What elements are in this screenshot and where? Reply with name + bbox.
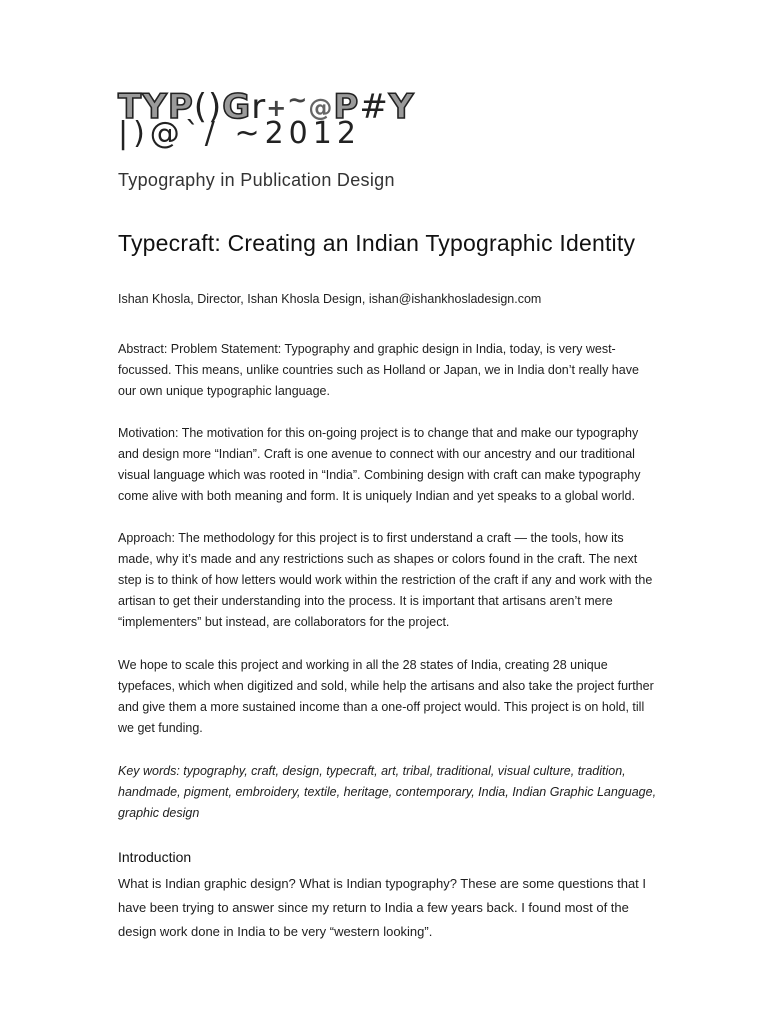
logo-glyph: # [359, 87, 389, 127]
logo-glyph: ) [208, 87, 223, 127]
logo-glyph: P [167, 87, 194, 127]
introduction-paragraph: What is Indian graphic design? What is Indian typography? These are some questions that I have been trying to answer since my return to India a few years back. I found most of the design work done in India to be very “western looking”. [118, 876, 647, 939]
logo-glyph: Y [388, 87, 415, 127]
approach-paragraph: Approach: The methodology for this project is to first understand a craft — the tools, how its made, why it’s made and any restrictions such as shapes or colors found in the craft. The next step is to think of how letters would work within the restriction of the craft if any and work with the artisan to get their understanding into the process. It is important that artisans aren’t mere “implementers” but instead, are collaborators for the project. [118, 531, 653, 629]
paper-title: Typecraft: Creating an Indian Typographic Identity [118, 230, 636, 256]
scale-paragraph: We hope to scale this project and working in all the 28 states of India, creating 28 unique typefaces, which when digitized and sold, while help the artisans and also take the project further and give them a more sustained income than a one-off project would. This project is on hold, till we get funding. [118, 658, 654, 735]
abstract-paragraph [118, 339, 658, 402]
logo-glyph: r [251, 87, 267, 127]
logo-glyph: + [266, 94, 288, 122]
motivation-paragraph: Motivation: The motivation for this on-going project is to change that and make our typography and design more “Indian”. Craft is one avenue to connect with our ancestry and our traditional visual language which was rooted in “India”. Combining design with craft can make typography come alive with both meaning and form. It is uniquely Indian and yet speaks to a global world. [118, 426, 641, 503]
logo-code-line: |)@`/ ~2012 [118, 116, 361, 151]
abstract-text: Problem Statement: Typography and graphic design in India, today, is very west-focussed. This means, unlike countries such as Holland or Japan, we in India don’t really have our own unique typographic language. [118, 342, 639, 398]
author-line: Ishan Khosla, Director, Ishan Khosla Design, ishan@ishankhosladesign.com [118, 292, 542, 306]
logo-glyph: @ [308, 94, 334, 122]
logo-glyph: ( [193, 87, 209, 127]
logo-glyph: G [222, 87, 252, 127]
logo-glyph: P [333, 87, 360, 127]
introduction-heading: Introduction [118, 849, 192, 865]
keywords-paragraph: Key words: typography, craft, design, typecraft, art, tribal, traditional, visual culture, tradition, handmade, pigment, embroidery, textile, heritage, contemporary, India, Indian Graphic Language, graphic design [118, 764, 657, 820]
abstract-label: Abstract: [118, 342, 168, 356]
publication-subtitle: Typography in Publication Design [118, 170, 395, 190]
logo-glyph: T [118, 87, 143, 127]
logo-glyph: Y [142, 87, 168, 127]
logo-glyph: ~ [287, 86, 309, 114]
